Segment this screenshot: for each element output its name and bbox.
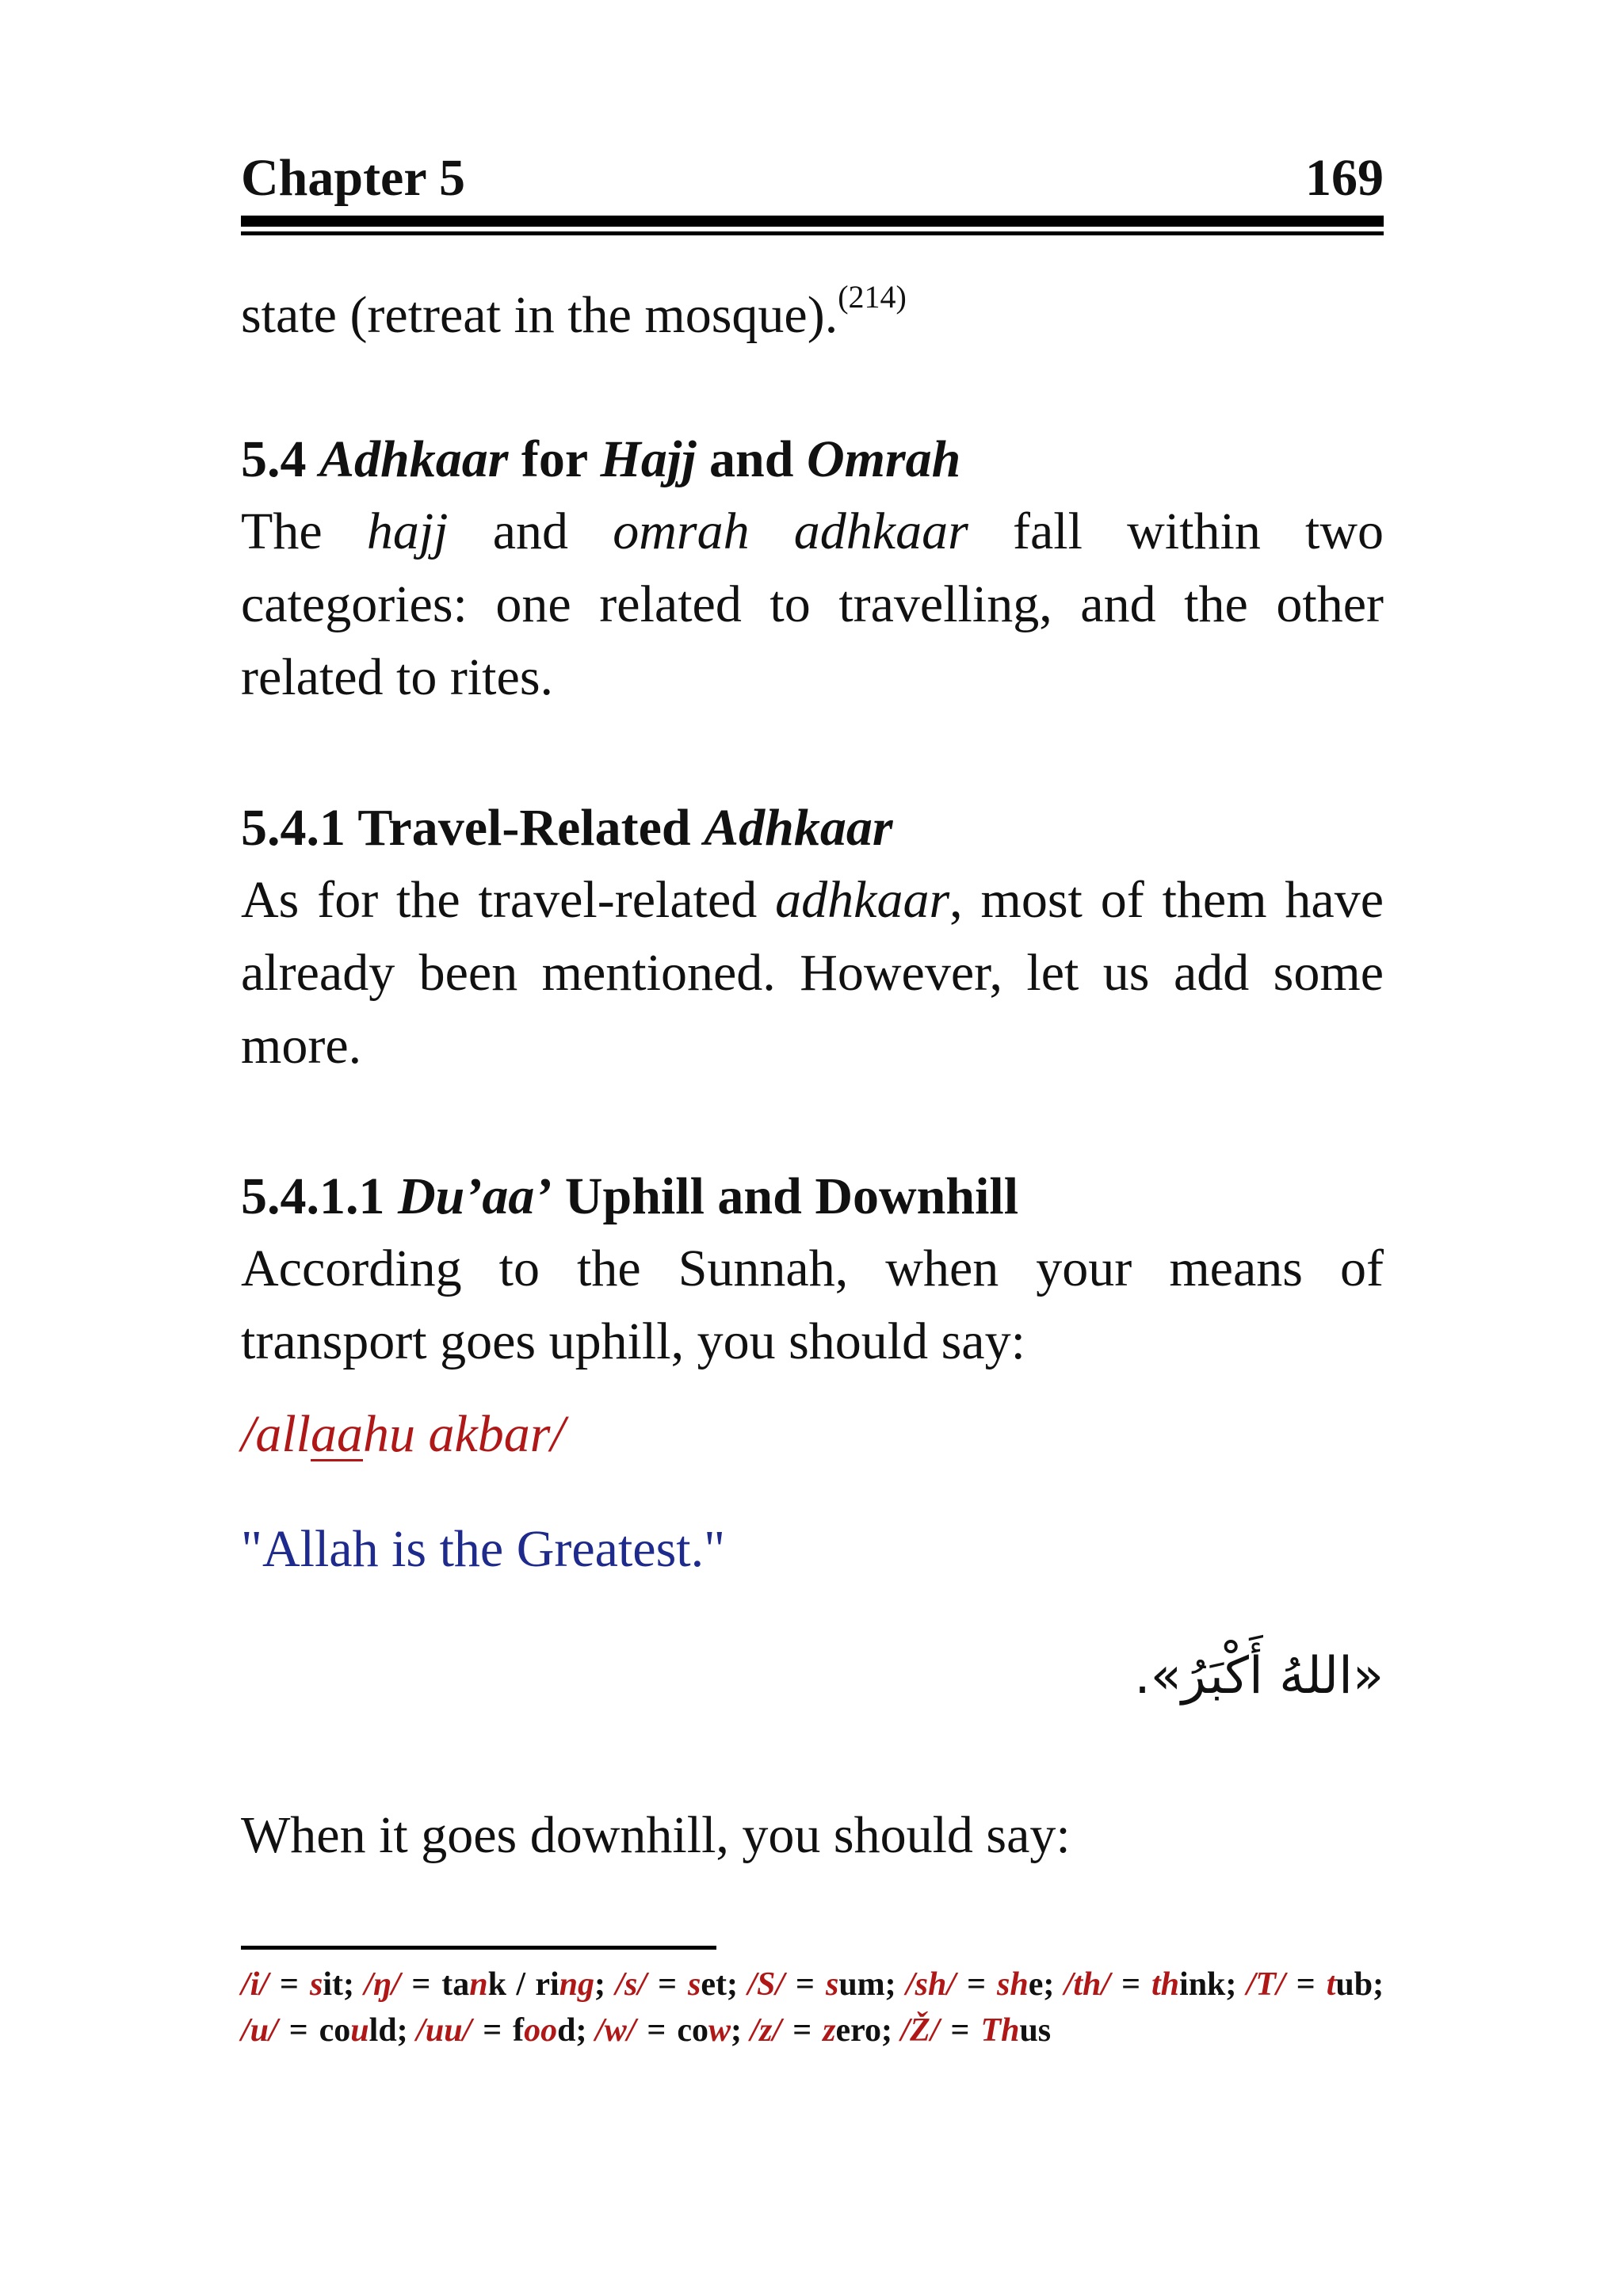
footnote-entry: /sh/ = she;	[906, 1966, 1055, 2003]
dhikr-transliteration	[241, 1399, 1384, 1470]
footnote-example: think;	[1151, 1966, 1237, 2003]
footnote-entry: /i/ = sit;	[241, 1966, 354, 2003]
chapter-label: Chapter 5	[241, 149, 465, 207]
footnote-symbol: /w/	[595, 2012, 636, 2049]
footnote-rule	[241, 1946, 716, 1950]
section-5-4	[241, 424, 1384, 714]
running-header	[241, 147, 1384, 210]
dhikr-translation	[241, 1514, 1384, 1585]
downhill-block	[241, 1799, 1384, 1872]
translation-text: "Allah is the Greatest."	[241, 1520, 726, 1578]
section-paragraph: According to the Sunnah, when your means of transport goes uphill, you should say:	[241, 1240, 1384, 1370]
downhill-paragraph: When it goes downhill, you should say:	[241, 1806, 1071, 1864]
footnote-entry: /uu/ = food;	[416, 2012, 587, 2049]
footnote-symbol: /z/	[750, 2012, 782, 2049]
footnote-entry: /T/ = tub;	[1246, 1966, 1384, 2003]
pronunciation-footnote	[241, 1962, 1384, 2053]
footnote-symbol: /ŋ/	[364, 1966, 401, 2003]
footnote-symbol: /u/	[241, 2012, 278, 2049]
footnote-example: Thus	[980, 2012, 1052, 2049]
footnote-entry: /s/ = set;	[615, 1966, 738, 2003]
footnote-symbol: /th/	[1064, 1966, 1111, 2003]
footnote-entry: /S/ = sum;	[747, 1966, 896, 2003]
footnote-example: sum;	[825, 1966, 896, 2003]
footnote-symbol: /i/	[241, 1966, 269, 2003]
footnote-entry: /Ž/ = Thus	[900, 2012, 1052, 2049]
footnote-entry: /w/ = cow;	[595, 2012, 742, 2049]
footnote-symbol: /Ž/	[900, 2012, 940, 2049]
section-heading: 5.4 Adhkaar for Hajj and Omrah	[241, 430, 961, 488]
section-paragraph: The hajj and omrah adhkaar fall within two categories: one related to travelling, and the other related to rites.	[241, 502, 1384, 706]
footnote-entry: /u/ = could;	[241, 2012, 408, 2049]
footnote-symbol: /S/	[747, 1966, 785, 2003]
footnote-symbol: /s/	[615, 1966, 647, 2003]
intro-block	[241, 279, 1384, 352]
section-5-4-1-1	[241, 1161, 1384, 1378]
footnote-ref[interactable]: (214)	[838, 279, 907, 315]
section-heading: 5.4.1.1 Du’aa’ Uphill and Downhill	[241, 1167, 1019, 1225]
section-heading: 5.4.1 Travel-Related Adhkaar	[241, 799, 893, 857]
arabic-text: «اللهُ أَكْبَرُ».	[1134, 1647, 1384, 1706]
intro-paragraph	[241, 279, 1384, 352]
footnote-example: she;	[997, 1966, 1055, 2003]
footnote-example: tank / ring;	[441, 1966, 606, 2003]
footnote-example: set;	[688, 1966, 738, 2003]
footnote-symbol: /sh/	[906, 1966, 957, 2003]
header-rule-thick	[241, 216, 1384, 227]
footnote-symbol: /uu/	[416, 2012, 472, 2049]
footnote-entry: /z/ = zero;	[750, 2012, 892, 2049]
header-rule-thin	[241, 231, 1384, 235]
intro-text: state (retreat in the mosque).	[241, 286, 838, 344]
page-number: 169	[1305, 149, 1384, 207]
footnote-entry: /ŋ/ = tank / ring;	[364, 1966, 606, 2003]
section-paragraph: As for the travel-related adhkaar, most of them have already been mentioned. However, let us add some more.	[241, 871, 1384, 1075]
section-5-4-1	[241, 793, 1384, 1083]
footnote-example: sit;	[309, 1966, 354, 2003]
footnote-example: could;	[319, 2012, 408, 2049]
footnote-example: food;	[513, 2012, 587, 2049]
footnote-symbol: /T/	[1246, 1966, 1285, 2003]
footnote-example: zero;	[823, 2012, 892, 2049]
footnote-example: tub;	[1326, 1966, 1384, 2003]
transliteration-text: /allaahu akbar/	[241, 1405, 565, 1463]
footnote-example: cow;	[677, 2012, 742, 2049]
footnote-entry: /th/ = think;	[1064, 1966, 1237, 2003]
